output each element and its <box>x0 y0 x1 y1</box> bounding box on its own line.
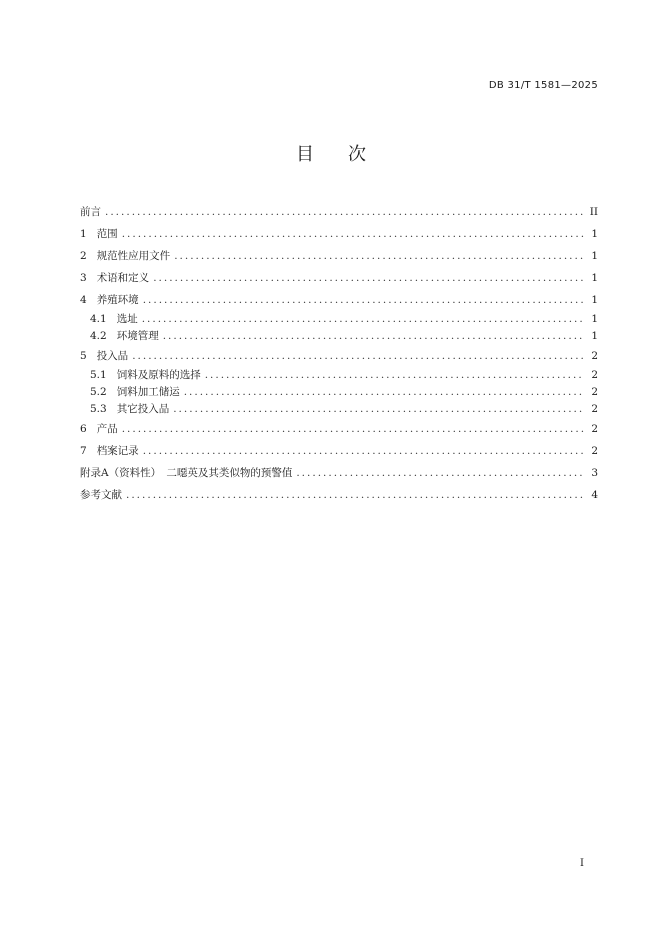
toc-entry-number: 4.2 <box>90 330 107 342</box>
toc-entry-page: 1 <box>591 228 598 240</box>
toc-leader-dots <box>126 484 584 506</box>
toc-entry-label: 附录A（资料性） 二噁英及其类似物的预警值 <box>80 467 293 479</box>
toc-leader-dots <box>173 401 584 418</box>
toc-entry-label: 前言 <box>80 206 101 218</box>
page-title <box>0 140 662 166</box>
toc-entry-number: 3 <box>80 272 87 284</box>
toc-entry-label: 产品 <box>96 423 118 435</box>
toc-subsection-entry[interactable] <box>80 328 598 345</box>
toc-entry-label: 规范性应用文件 <box>96 250 171 262</box>
toc-entry-label: 养殖环境 <box>96 294 139 306</box>
toc-entry-page: 3 <box>591 467 598 479</box>
toc-entry-page: 2 <box>591 350 598 362</box>
toc-entry-label: 范围 <box>96 228 118 240</box>
table-of-contents <box>80 201 598 506</box>
toc-entry-page: 2 <box>591 369 598 381</box>
toc-entry[interactable] <box>80 418 598 440</box>
toc-entry-label: 其它投入品 <box>116 403 170 415</box>
toc-entry-number: 4 <box>80 294 87 306</box>
toc-entry-number: 5.1 <box>90 369 107 381</box>
toc-entry[interactable] <box>80 345 598 367</box>
toc-leader-dots <box>163 328 584 345</box>
toc-leader-dots <box>132 345 584 367</box>
toc-subsection-entry[interactable] <box>80 311 598 328</box>
toc-leader-dots <box>153 267 584 289</box>
toc-entry-number: 1 <box>80 228 87 240</box>
toc-entry-label: 选址 <box>116 313 138 325</box>
toc-entry-label: 投入品 <box>96 350 129 362</box>
toc-leader-dots <box>105 201 584 223</box>
toc-entry-page: 1 <box>591 250 598 262</box>
toc-entry[interactable] <box>80 245 598 267</box>
toc-entry-number: 7 <box>80 445 87 457</box>
toc-entry-label: 环境管理 <box>116 330 159 342</box>
toc-entry-number: 5 <box>80 350 87 362</box>
page-number: I <box>580 858 584 869</box>
toc-leader-dots <box>122 418 584 440</box>
toc-entry-number: 5.2 <box>90 386 107 398</box>
toc-leader-dots <box>296 462 584 484</box>
toc-entry-number: 2 <box>80 250 87 262</box>
toc-entry-page: 2 <box>591 386 598 398</box>
toc-entry-number: 4.1 <box>90 313 107 325</box>
toc-entry-page: 4 <box>591 489 598 501</box>
document-id: DB 31/T 1581—2025 <box>488 80 598 91</box>
toc-entry-number: 6 <box>80 423 87 435</box>
toc-entry-page: 2 <box>591 423 598 435</box>
toc-entry-label: 饲料及原料的选择 <box>116 369 201 381</box>
toc-entry-number: 5.3 <box>90 403 107 415</box>
toc-entry[interactable] <box>80 462 598 484</box>
toc-leader-dots <box>143 440 584 462</box>
toc-entry[interactable] <box>80 484 598 506</box>
toc-entry-page: 1 <box>591 272 598 284</box>
toc-entry[interactable] <box>80 440 598 462</box>
toc-entry-page: 1 <box>591 294 598 306</box>
toc-entry[interactable] <box>80 289 598 311</box>
toc-subsection-entry[interactable] <box>80 401 598 418</box>
toc-subsection-entry[interactable] <box>80 367 598 384</box>
toc-leader-dots <box>142 311 584 328</box>
toc-entry-page: 2 <box>591 445 598 457</box>
toc-entry-page: II <box>589 206 598 218</box>
toc-entry[interactable] <box>80 201 598 223</box>
toc-entry-page: 1 <box>591 313 598 325</box>
toc-leader-dots <box>174 245 584 267</box>
toc-entry-label: 饲料加工储运 <box>116 386 180 398</box>
toc-leader-dots <box>143 289 584 311</box>
toc-entry-label: 术语和定义 <box>96 272 150 284</box>
toc-leader-dots <box>122 223 584 245</box>
toc-entry-label: 参考文献 <box>80 489 122 501</box>
toc-entry[interactable] <box>80 267 598 289</box>
toc-leader-dots <box>184 384 584 401</box>
title-char-left: 目 <box>296 144 314 165</box>
toc-entry-page: 1 <box>591 330 598 342</box>
toc-entry[interactable] <box>80 223 598 245</box>
toc-leader-dots <box>205 367 584 384</box>
toc-subsection-entry[interactable] <box>80 384 598 401</box>
toc-entry-label: 档案记录 <box>96 445 139 457</box>
toc-entry-page: 2 <box>591 403 598 415</box>
title-char-right: 次 <box>348 144 366 165</box>
